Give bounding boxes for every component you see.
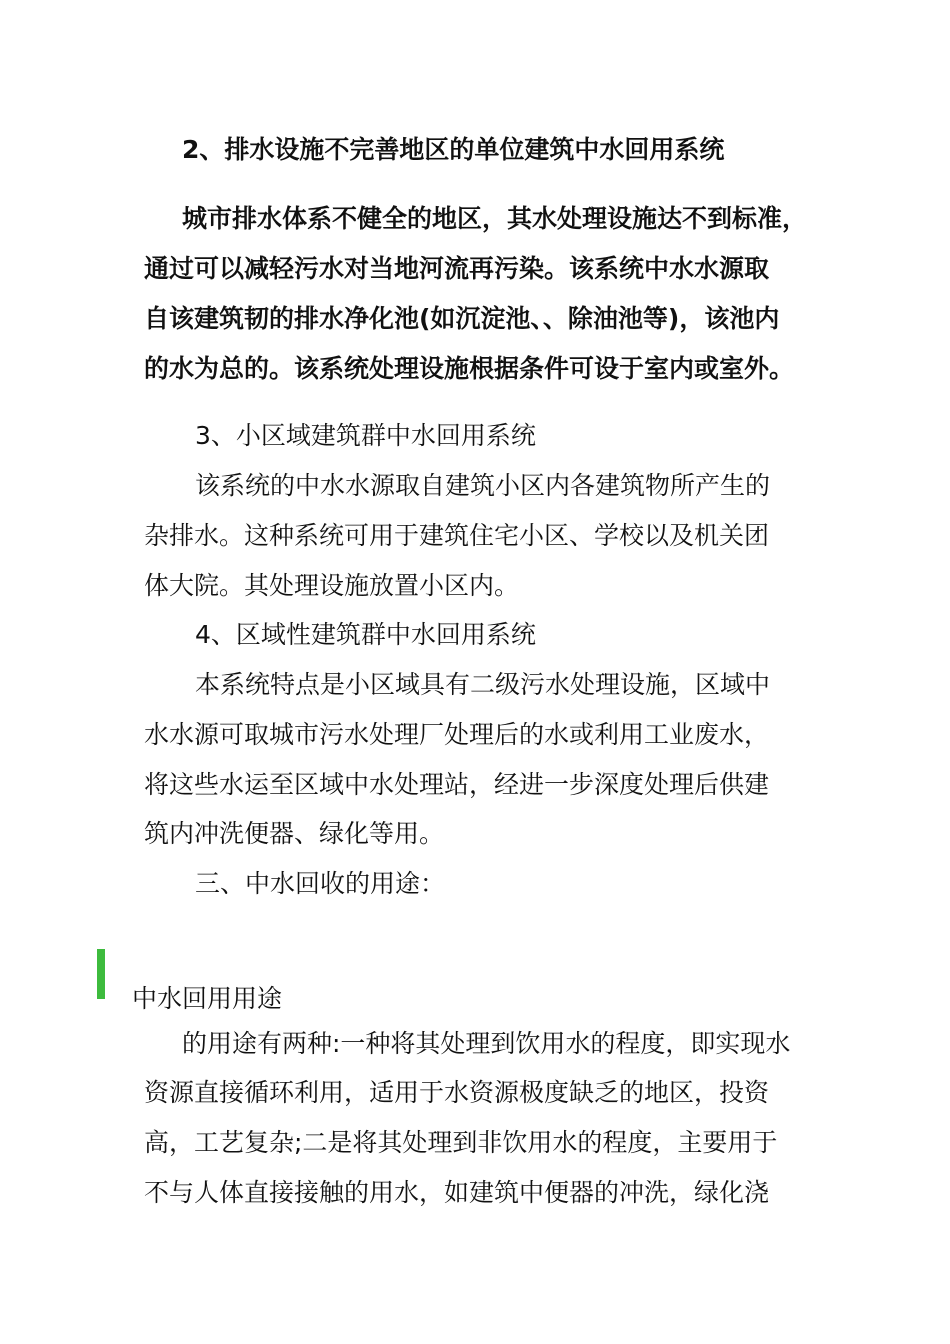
section-2-title: 2、排水设施不完善地区的单位建筑中水回用系统 (182, 135, 725, 164)
section-2-line-4: 的水为总的。该系统处理设施根据条件可设于室内或室外。 (144, 354, 795, 383)
section-3-line-3: 体大院。其处理设施放置小区内。 (144, 571, 520, 600)
section-3-line-1: 该系统的中水水源取自建筑小区内各建筑物所产生的 (195, 471, 771, 500)
section-2-line-1: 城市排水体系不健全的地区，其水处理设施达不到标准， (182, 204, 808, 233)
usage-line-4: 不与人体直接接触的用水，如建筑中便器的冲洗，绿化浇 (144, 1178, 770, 1207)
usage-heading: 中水回用用途 (132, 984, 283, 1013)
section-4-line-3: 将这些水运至区域中水处理站，经进一步深度处理后供建 (144, 770, 770, 799)
part-3-title: 三、中水回收的用途： (195, 869, 446, 898)
section-2-line-2: 通过可以减轻污水对当地河流再污染。该系统中水水源取 (144, 254, 770, 283)
section-4-line-2: 水水源可取城市污水处理厂处理后的水或利用工业废水， (144, 720, 770, 749)
section-3-line-2: 杂排水。这种系统可用于建筑住宅小区、学校以及机关团 (144, 521, 770, 550)
section-4-title: 4、区域性建筑群中水回用系统 (195, 620, 536, 649)
section-2-line-3: 自该建筑韧的排水净化池(如沉淀池、、除油池等)，该池内 (144, 304, 780, 333)
section-3-title: 3、小区域建筑群中水回用系统 (195, 421, 536, 450)
usage-line-2: 资源直接循环利用，适用于水资源极度缺乏的地区，投资 (144, 1078, 770, 1107)
usage-line-3: 高，工艺复杂;二是将其处理到非饮用水的程度，主要用于 (144, 1128, 778, 1157)
section-accent-bar (97, 949, 105, 999)
section-4-line-1: 本系统特点是小区域具有二级污水处理设施，区域中 (195, 670, 771, 699)
section-4-line-4: 筑内冲洗便器、绿化等用。 (144, 819, 445, 848)
usage-line-1: 的用途有两种:一种将其处理到饮用水的程度，即实现水 (182, 1029, 791, 1058)
